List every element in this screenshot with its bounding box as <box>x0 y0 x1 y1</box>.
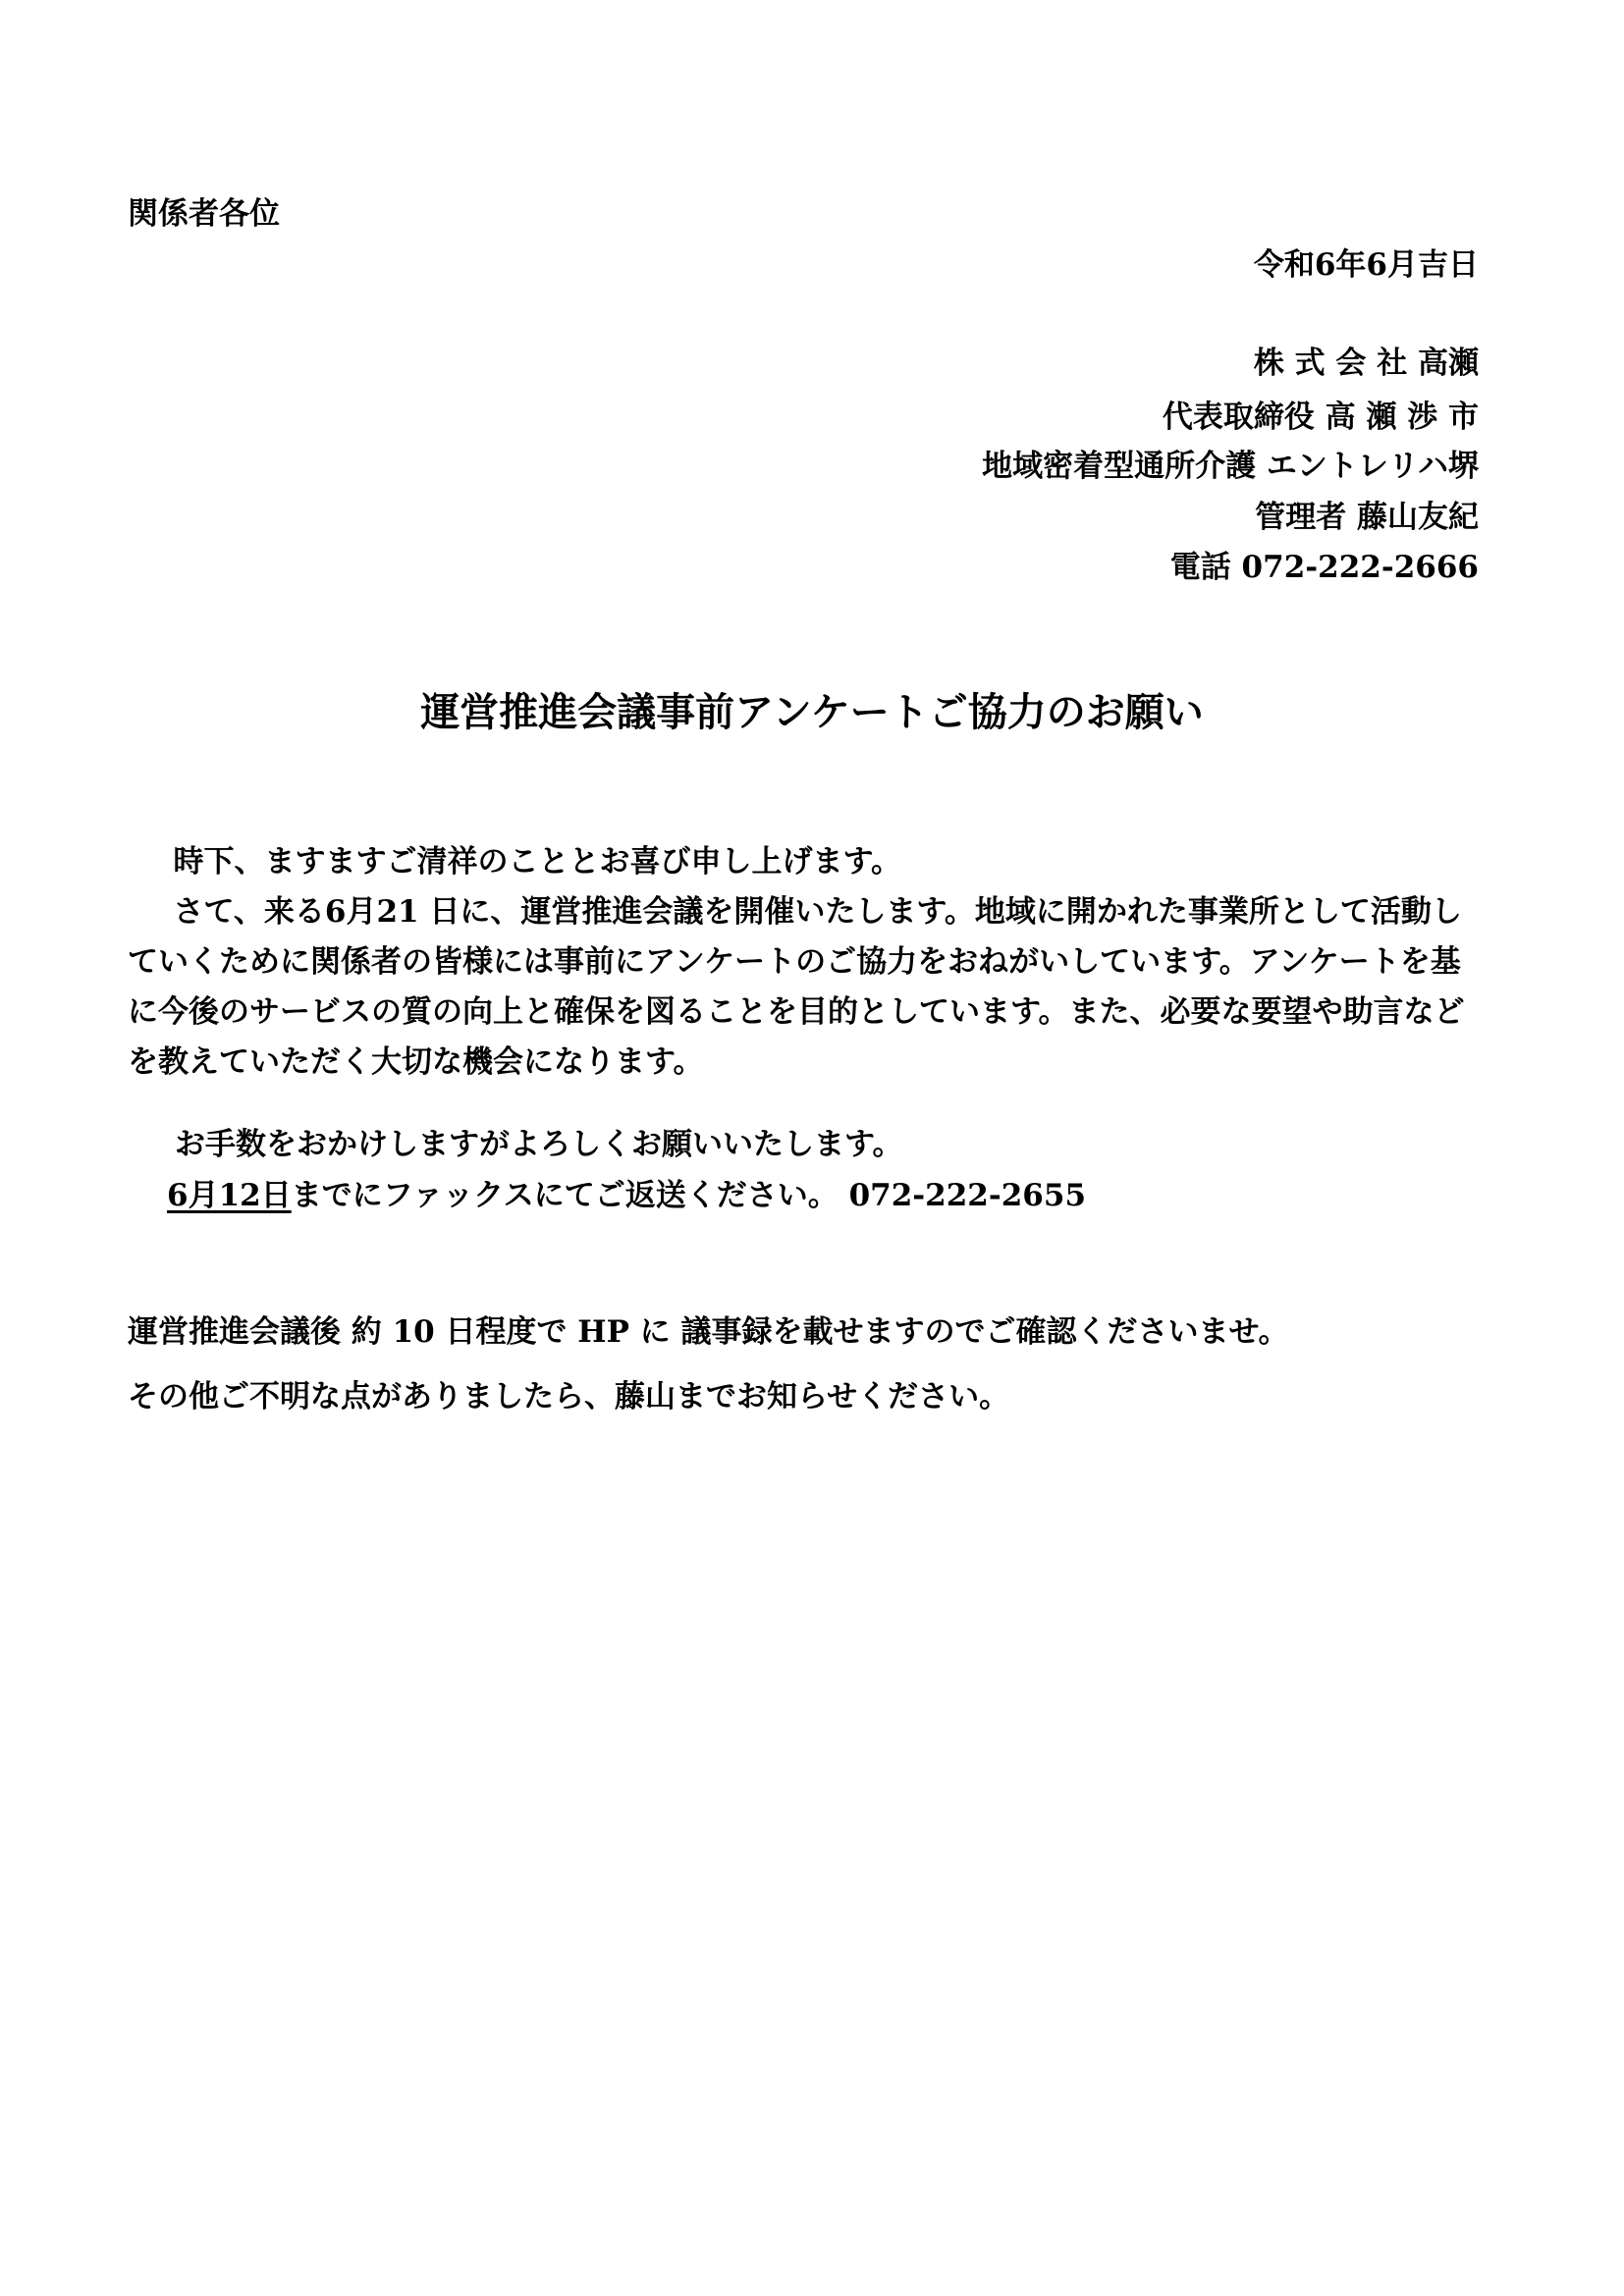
sender-company: 株 式 会 社 高瀬 <box>1253 346 1479 381</box>
sender-manager: 管理者 藤山友紀 <box>1255 500 1479 535</box>
contact-note: その他ご不明な点がありましたら、藤山までお知らせください。 <box>128 1379 1010 1415</box>
deadline-date: 6月12日 <box>167 1178 292 1213</box>
sender-facility: 地域密着型通所介護 エントレリハ堺 <box>982 449 1479 484</box>
sender-phone: 電話 072-222-2666 <box>1169 550 1479 585</box>
document-title: 運営推進会議事前アンケートご協力のお願い <box>420 689 1204 735</box>
deadline-text: までにファックスにてご返送ください。 072-222-2655 <box>291 1178 1087 1213</box>
main-paragraph: さて、来る6月21 日に、運営推進会議を開催いたします。地域に開かれた事業所として活動していくために関係者の皆様には事前にアンケートのご協力をおねがいしています。アンケートを基に今後のサービスの質の向上と確保を図ることを目的としています。また、必要な要望や助言などを教えていただく大切な機会になります。 <box>128 894 1465 1080</box>
sender-representative: 代表取締役 高 瀬 渉 市 <box>1162 400 1479 435</box>
letter-body <box>128 837 1483 1088</box>
deadline-line <box>167 1176 1086 1215</box>
greeting-paragraph: 時下、ますますご清祥のこととお喜び申し上げます。 <box>173 844 902 880</box>
minutes-note: 運営推進会議後 約 10 日程度で HP に 議事録を載せますのでご確認くださいませ。 <box>128 1314 1289 1350</box>
request-line: お手数をおかけしますがよろしくお願いいたします。 <box>175 1127 903 1162</box>
date: 令和6年6月吉日 <box>1253 247 1479 283</box>
addressee: 関係者各位 <box>128 196 280 232</box>
